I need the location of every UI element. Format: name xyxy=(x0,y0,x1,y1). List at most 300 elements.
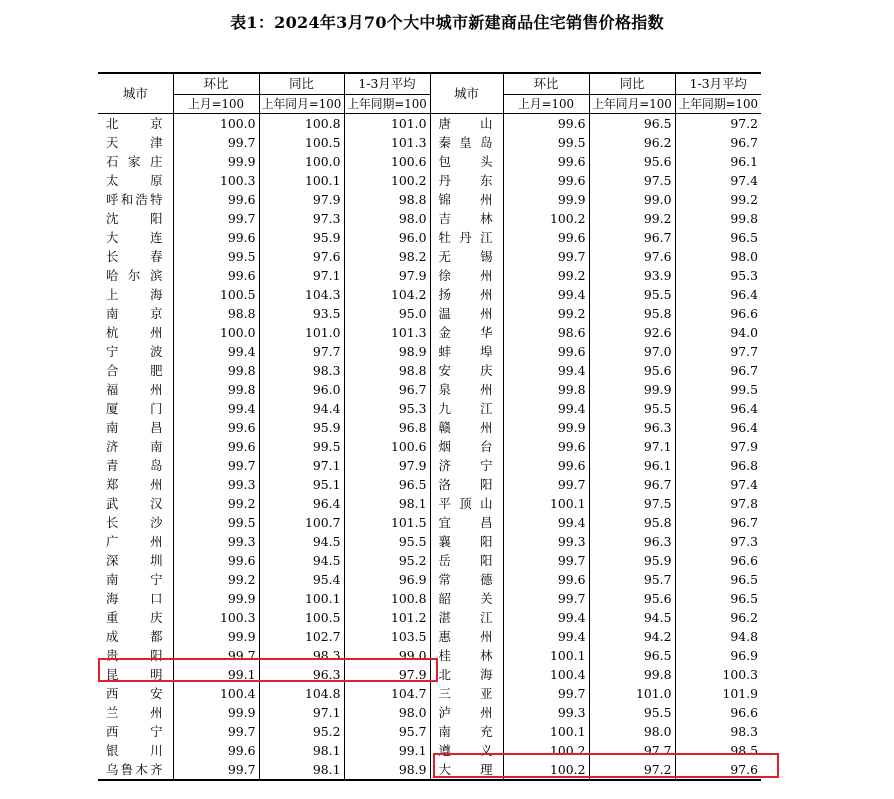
table-row xyxy=(98,247,761,266)
city-name-cell: 平顶山 xyxy=(430,494,503,513)
yoy-value-cell: 100.8 xyxy=(259,114,344,134)
yoy-value-cell: 95.6 xyxy=(589,589,675,608)
yoy-value-cell: 96.3 xyxy=(259,665,344,684)
avg-value-cell: 103.5 xyxy=(344,627,430,646)
avg-value-cell: 99.8 xyxy=(730,210,758,226)
header-avg-right: 1-3月平均 xyxy=(675,73,761,95)
city-name-cell: 牡丹江 xyxy=(430,228,503,247)
avg-value-cell: 98.8 xyxy=(344,361,430,380)
mom-value-cell: 100.2 xyxy=(503,760,589,780)
yoy-value-cell: 96.5 xyxy=(589,114,675,134)
yoy-value-cell: 95.9 xyxy=(259,228,344,247)
avg-value-cell: 96.6 xyxy=(730,704,758,720)
yoy-value-cell: 96.1 xyxy=(589,456,675,475)
table-row xyxy=(98,380,761,399)
header-city-right: 城市 xyxy=(430,73,503,114)
avg-value-cell: 98.0 xyxy=(344,209,430,228)
table-row xyxy=(98,665,761,684)
table-row xyxy=(98,133,761,152)
avg-value-cell: 97.6 xyxy=(730,761,758,777)
mom-value-cell: 100.4 xyxy=(173,684,259,703)
yoy-value-cell: 97.3 xyxy=(259,209,344,228)
yoy-value-cell: 98.1 xyxy=(259,741,344,760)
avg-value-cell: 97.9 xyxy=(344,266,430,285)
yoy-value-cell: 97.1 xyxy=(259,703,344,722)
table-row xyxy=(98,513,761,532)
yoy-value-cell: 95.9 xyxy=(589,551,675,570)
city-name-cell: 上海 xyxy=(98,285,173,304)
table-title: 表1：2024年3月70个大中城市新建商品住宅销售价格指数 xyxy=(230,13,664,32)
yoy-value-cell: 95.5 xyxy=(589,285,675,304)
mom-value-cell: 99.6 xyxy=(503,171,589,190)
yoy-value-cell: 95.7 xyxy=(589,570,675,589)
city-name-cell: 合肥 xyxy=(98,361,173,380)
table-row xyxy=(98,646,761,665)
mom-value-cell: 99.4 xyxy=(503,361,589,380)
mom-value-cell: 99.7 xyxy=(503,589,589,608)
table-row xyxy=(98,114,761,134)
table-row xyxy=(98,209,761,228)
city-name-cell: 重庆 xyxy=(98,608,173,627)
table-row xyxy=(98,418,761,437)
avg-value-cell: 96.5 xyxy=(730,571,758,587)
yoy-value-cell: 94.5 xyxy=(259,551,344,570)
avg-value-cell: 95.7 xyxy=(344,722,430,741)
mom-value-cell: 99.8 xyxy=(503,380,589,399)
yoy-value-cell: 100.7 xyxy=(259,513,344,532)
city-name-cell: 青岛 xyxy=(98,456,173,475)
avg-value-cell: 101.3 xyxy=(344,323,430,342)
yoy-value-cell: 99.8 xyxy=(589,665,675,684)
mom-value-cell: 99.7 xyxy=(173,209,259,228)
yoy-value-cell: 96.5 xyxy=(589,646,675,665)
mom-value-cell: 99.2 xyxy=(173,570,259,589)
table-row xyxy=(98,285,761,304)
avg-value-cell: 98.5 xyxy=(730,742,758,758)
mom-value-cell: 99.9 xyxy=(503,190,589,209)
city-name-cell: 桂林 xyxy=(430,646,503,665)
city-name-cell: 北海 xyxy=(430,665,503,684)
yoy-value-cell: 104.8 xyxy=(259,684,344,703)
mom-value-cell: 99.6 xyxy=(503,437,589,456)
city-name-cell: 太原 xyxy=(98,171,173,190)
table-row xyxy=(98,152,761,171)
mom-value-cell: 99.7 xyxy=(173,646,259,665)
yoy-value-cell: 97.5 xyxy=(589,494,675,513)
yoy-value-cell: 97.6 xyxy=(259,247,344,266)
yoy-value-cell: 98.0 xyxy=(589,722,675,741)
yoy-value-cell: 96.7 xyxy=(589,475,675,494)
yoy-value-cell: 93.5 xyxy=(259,304,344,323)
yoy-value-cell: 94.5 xyxy=(589,608,675,627)
yoy-value-cell: 99.0 xyxy=(589,190,675,209)
yoy-value-cell: 96.7 xyxy=(589,228,675,247)
price-index-table xyxy=(98,72,761,781)
yoy-value-cell: 97.9 xyxy=(259,190,344,209)
avg-value-cell: 97.9 xyxy=(344,665,430,684)
avg-value-cell: 98.0 xyxy=(730,248,758,264)
city-name-cell: 大连 xyxy=(98,228,173,247)
table-row xyxy=(98,437,761,456)
avg-value-cell: 98.9 xyxy=(344,760,430,780)
city-name-cell: 昆明 xyxy=(98,665,173,684)
city-name-cell: 徐州 xyxy=(430,266,503,285)
city-name-cell: 武汉 xyxy=(98,494,173,513)
city-name-cell: 厦门 xyxy=(98,399,173,418)
yoy-value-cell: 95.6 xyxy=(589,152,675,171)
yoy-value-cell: 98.1 xyxy=(259,760,344,780)
header-city-left: 城市 xyxy=(98,73,173,114)
city-name-cell: 西宁 xyxy=(98,722,173,741)
mom-value-cell: 99.6 xyxy=(503,228,589,247)
avg-value-cell: 94.0 xyxy=(730,324,758,340)
table-row xyxy=(98,760,761,780)
city-name-cell: 北京 xyxy=(98,114,173,134)
avg-value-cell: 95.2 xyxy=(344,551,430,570)
mom-value-cell: 99.4 xyxy=(503,627,589,646)
avg-value-cell: 101.0 xyxy=(344,114,430,134)
avg-value-cell: 96.6 xyxy=(730,305,758,321)
yoy-value-cell: 100.0 xyxy=(259,152,344,171)
avg-value-cell: 96.9 xyxy=(344,570,430,589)
avg-value-cell: 98.9 xyxy=(344,342,430,361)
mom-value-cell: 99.3 xyxy=(173,475,259,494)
table-row xyxy=(98,266,761,285)
city-name-cell: 天津 xyxy=(98,133,173,152)
table-row xyxy=(98,456,761,475)
yoy-value-cell: 97.6 xyxy=(589,247,675,266)
avg-value-cell: 96.1 xyxy=(730,153,758,169)
mom-value-cell: 99.5 xyxy=(503,133,589,152)
yoy-value-cell: 102.7 xyxy=(259,627,344,646)
mom-value-cell: 98.8 xyxy=(173,304,259,323)
mom-value-cell: 99.7 xyxy=(173,456,259,475)
yoy-value-cell: 95.9 xyxy=(259,418,344,437)
mom-value-cell: 99.6 xyxy=(503,114,589,134)
yoy-value-cell: 95.1 xyxy=(259,475,344,494)
mom-value-cell: 99.2 xyxy=(503,266,589,285)
mom-value-cell: 99.3 xyxy=(503,703,589,722)
city-name-cell: 宁波 xyxy=(98,342,173,361)
header-avg-sub-right: 上年同期=100 xyxy=(675,95,761,114)
yoy-value-cell: 95.2 xyxy=(259,722,344,741)
table-row xyxy=(98,361,761,380)
mom-value-cell: 99.8 xyxy=(173,361,259,380)
header-avg-left: 1-3月平均 xyxy=(344,73,430,95)
table-row xyxy=(98,228,761,247)
avg-value-cell: 96.6 xyxy=(730,552,758,568)
mom-value-cell: 99.9 xyxy=(503,418,589,437)
city-name-cell: 兰州 xyxy=(98,703,173,722)
table-row xyxy=(98,684,761,703)
mom-value-cell: 99.9 xyxy=(173,627,259,646)
city-name-cell: 石家庄 xyxy=(98,152,173,171)
avg-value-cell: 98.1 xyxy=(344,494,430,513)
mom-value-cell: 100.1 xyxy=(503,646,589,665)
mom-value-cell: 99.7 xyxy=(503,247,589,266)
mom-value-cell: 100.1 xyxy=(503,722,589,741)
avg-value-cell: 99.5 xyxy=(730,381,758,397)
avg-value-cell: 101.5 xyxy=(344,513,430,532)
avg-value-cell: 97.8 xyxy=(730,495,758,511)
mom-value-cell: 99.6 xyxy=(173,741,259,760)
city-name-cell: 深圳 xyxy=(98,551,173,570)
avg-value-cell: 96.5 xyxy=(344,475,430,494)
mom-value-cell: 100.4 xyxy=(503,665,589,684)
mom-value-cell: 99.2 xyxy=(503,304,589,323)
avg-value-cell: 95.3 xyxy=(730,267,758,283)
avg-value-cell: 96.4 xyxy=(730,286,758,302)
avg-value-cell: 96.7 xyxy=(730,134,758,150)
table-row xyxy=(98,532,761,551)
city-name-cell: 惠州 xyxy=(430,627,503,646)
yoy-value-cell: 100.1 xyxy=(259,171,344,190)
table-row xyxy=(98,551,761,570)
yoy-value-cell: 94.4 xyxy=(259,399,344,418)
yoy-value-cell: 97.1 xyxy=(589,437,675,456)
avg-value-cell: 97.4 xyxy=(730,172,758,188)
city-name-cell: 泸州 xyxy=(430,703,503,722)
avg-value-cell: 96.8 xyxy=(344,418,430,437)
header-mom-left: 环比 xyxy=(173,73,259,95)
header-yoy-left: 同比 xyxy=(259,73,344,95)
avg-value-cell: 98.3 xyxy=(730,723,758,739)
avg-value-cell: 96.5 xyxy=(730,229,758,245)
table-row xyxy=(98,627,761,646)
yoy-value-cell: 97.1 xyxy=(259,266,344,285)
avg-value-cell: 96.5 xyxy=(730,590,758,606)
city-name-cell: 常德 xyxy=(430,570,503,589)
yoy-value-cell: 96.2 xyxy=(589,133,675,152)
yoy-value-cell: 98.3 xyxy=(259,646,344,665)
city-name-cell: 乌鲁木齐 xyxy=(98,760,173,780)
mom-value-cell: 99.7 xyxy=(503,475,589,494)
mom-value-cell: 99.9 xyxy=(173,589,259,608)
table-row xyxy=(98,342,761,361)
table-row xyxy=(98,589,761,608)
avg-value-cell: 94.8 xyxy=(730,628,758,644)
mom-value-cell: 99.7 xyxy=(173,760,259,780)
city-name-cell: 无锡 xyxy=(430,247,503,266)
yoy-value-cell: 99.9 xyxy=(589,380,675,399)
header-mom-sub-right: 上月=100 xyxy=(503,95,589,114)
mom-value-cell: 99.7 xyxy=(173,722,259,741)
mom-value-cell: 99.5 xyxy=(173,513,259,532)
yoy-value-cell: 92.6 xyxy=(589,323,675,342)
mom-value-cell: 100.3 xyxy=(173,608,259,627)
yoy-value-cell: 97.5 xyxy=(589,171,675,190)
header-mom-sub-left: 上月=100 xyxy=(173,95,259,114)
mom-value-cell: 99.6 xyxy=(503,342,589,361)
table-row xyxy=(98,494,761,513)
avg-value-cell: 100.8 xyxy=(344,589,430,608)
yoy-value-cell: 96.3 xyxy=(589,532,675,551)
mom-value-cell: 99.4 xyxy=(503,608,589,627)
city-name-cell: 湛江 xyxy=(430,608,503,627)
avg-value-cell: 101.2 xyxy=(344,608,430,627)
yoy-value-cell: 95.5 xyxy=(589,399,675,418)
table-row xyxy=(98,399,761,418)
city-name-cell: 金华 xyxy=(430,323,503,342)
avg-value-cell: 104.7 xyxy=(344,684,430,703)
yoy-value-cell: 95.8 xyxy=(589,513,675,532)
avg-value-cell: 96.9 xyxy=(730,647,758,663)
yoy-value-cell: 99.5 xyxy=(259,437,344,456)
city-name-cell: 扬州 xyxy=(430,285,503,304)
city-name-cell: 南充 xyxy=(430,722,503,741)
mom-value-cell: 100.5 xyxy=(173,285,259,304)
avg-value-cell: 100.2 xyxy=(344,171,430,190)
yoy-value-cell: 101.0 xyxy=(259,323,344,342)
city-name-cell: 广州 xyxy=(98,532,173,551)
avg-value-cell: 97.7 xyxy=(730,343,758,359)
city-name-cell: 安庆 xyxy=(430,361,503,380)
yoy-value-cell: 95.4 xyxy=(259,570,344,589)
mom-value-cell: 100.3 xyxy=(173,171,259,190)
mom-value-cell: 99.1 xyxy=(173,665,259,684)
mom-value-cell: 99.5 xyxy=(173,247,259,266)
city-name-cell: 宜昌 xyxy=(430,513,503,532)
table-row xyxy=(98,323,761,342)
mom-value-cell: 99.8 xyxy=(173,380,259,399)
mom-value-cell: 99.6 xyxy=(173,418,259,437)
avg-value-cell: 98.2 xyxy=(344,247,430,266)
mom-value-cell: 99.6 xyxy=(173,266,259,285)
city-name-cell: 南昌 xyxy=(98,418,173,437)
yoy-value-cell: 96.3 xyxy=(589,418,675,437)
header-avg-sub-left: 上年同期=100 xyxy=(344,95,430,114)
avg-value-cell: 96.4 xyxy=(730,419,758,435)
city-name-cell: 福州 xyxy=(98,380,173,399)
avg-value-cell: 97.4 xyxy=(730,476,758,492)
avg-value-cell: 96.7 xyxy=(730,514,758,530)
avg-value-cell: 99.1 xyxy=(344,741,430,760)
yoy-value-cell: 94.2 xyxy=(589,627,675,646)
mom-value-cell: 99.6 xyxy=(173,228,259,247)
header-yoy-sub-left: 上年同月=100 xyxy=(259,95,344,114)
avg-value-cell: 100.6 xyxy=(344,152,430,171)
avg-value-cell: 96.8 xyxy=(730,457,758,473)
table-row xyxy=(98,608,761,627)
mom-value-cell: 99.6 xyxy=(503,570,589,589)
mom-value-cell: 99.7 xyxy=(173,133,259,152)
mom-value-cell: 100.0 xyxy=(173,114,259,134)
mom-value-cell: 99.4 xyxy=(173,342,259,361)
avg-value-cell: 96.0 xyxy=(344,228,430,247)
avg-value-cell: 96.4 xyxy=(730,400,758,416)
mom-value-cell: 99.6 xyxy=(503,152,589,171)
mom-value-cell: 99.9 xyxy=(173,703,259,722)
city-name-cell: 哈尔滨 xyxy=(98,266,173,285)
city-name-cell: 烟台 xyxy=(430,437,503,456)
city-name-cell: 南宁 xyxy=(98,570,173,589)
yoy-value-cell: 100.5 xyxy=(259,608,344,627)
yoy-value-cell: 97.2 xyxy=(589,760,675,780)
yoy-value-cell: 97.1 xyxy=(259,456,344,475)
table-row xyxy=(98,304,761,323)
mom-value-cell: 99.4 xyxy=(503,399,589,418)
table-row xyxy=(98,703,761,722)
mom-value-cell: 100.1 xyxy=(503,494,589,513)
header-mom-right: 环比 xyxy=(503,73,589,95)
city-name-cell: 韶关 xyxy=(430,589,503,608)
mom-value-cell: 99.4 xyxy=(503,285,589,304)
mom-value-cell: 99.7 xyxy=(503,551,589,570)
yoy-value-cell: 100.1 xyxy=(259,589,344,608)
city-name-cell: 秦皇岛 xyxy=(430,133,503,152)
yoy-value-cell: 97.7 xyxy=(589,741,675,760)
mom-value-cell: 99.7 xyxy=(503,684,589,703)
mom-value-cell: 99.9 xyxy=(173,152,259,171)
avg-value-cell: 97.9 xyxy=(730,438,758,454)
yoy-value-cell: 99.2 xyxy=(589,209,675,228)
city-name-cell: 锦州 xyxy=(430,190,503,209)
avg-value-cell: 95.3 xyxy=(344,399,430,418)
city-name-cell: 遵义 xyxy=(430,741,503,760)
mom-value-cell: 98.6 xyxy=(503,323,589,342)
yoy-value-cell: 95.6 xyxy=(589,361,675,380)
avg-value-cell: 95.0 xyxy=(344,304,430,323)
avg-value-cell: 100.3 xyxy=(722,666,758,682)
city-name-cell: 西安 xyxy=(98,684,173,703)
yoy-value-cell: 96.0 xyxy=(259,380,344,399)
avg-value-cell: 98.8 xyxy=(344,190,430,209)
avg-value-cell: 96.7 xyxy=(730,362,758,378)
mom-value-cell: 100.0 xyxy=(173,323,259,342)
yoy-value-cell: 104.3 xyxy=(259,285,344,304)
city-name-cell: 吉林 xyxy=(430,209,503,228)
city-name-cell: 成都 xyxy=(98,627,173,646)
city-name-cell: 贵阳 xyxy=(98,646,173,665)
mom-value-cell: 99.6 xyxy=(503,456,589,475)
city-name-cell: 济宁 xyxy=(430,456,503,475)
avg-value-cell: 96.7 xyxy=(344,380,430,399)
table-body xyxy=(98,114,761,781)
city-name-cell: 泉州 xyxy=(430,380,503,399)
yoy-value-cell: 94.5 xyxy=(259,532,344,551)
city-name-cell: 大理 xyxy=(430,760,503,780)
city-name-cell: 丹东 xyxy=(430,171,503,190)
table-row xyxy=(98,475,761,494)
avg-value-cell: 98.0 xyxy=(344,703,430,722)
mom-value-cell: 99.4 xyxy=(503,513,589,532)
mom-value-cell: 99.6 xyxy=(173,551,259,570)
city-name-cell: 唐山 xyxy=(430,114,503,134)
city-name-cell: 沈阳 xyxy=(98,209,173,228)
yoy-value-cell: 97.7 xyxy=(259,342,344,361)
city-name-cell: 襄阳 xyxy=(430,532,503,551)
city-name-cell: 温州 xyxy=(430,304,503,323)
yoy-value-cell: 95.8 xyxy=(589,304,675,323)
mom-value-cell: 99.4 xyxy=(173,399,259,418)
yoy-value-cell: 93.9 xyxy=(589,266,675,285)
city-name-cell: 南京 xyxy=(98,304,173,323)
city-name-cell: 郑州 xyxy=(98,475,173,494)
city-name-cell: 呼和浩特 xyxy=(98,190,173,209)
yoy-value-cell: 96.4 xyxy=(259,494,344,513)
city-name-cell: 杭州 xyxy=(98,323,173,342)
table-row xyxy=(98,570,761,589)
mom-value-cell: 100.2 xyxy=(503,209,589,228)
city-name-cell: 九江 xyxy=(430,399,503,418)
avg-value-cell: 101.9 xyxy=(722,685,758,701)
city-name-cell: 长春 xyxy=(98,247,173,266)
header-yoy-right: 同比 xyxy=(589,73,675,95)
mom-value-cell: 99.6 xyxy=(173,437,259,456)
city-name-cell: 包头 xyxy=(430,152,503,171)
yoy-value-cell: 101.0 xyxy=(589,684,675,703)
header-yoy-sub-right: 上年同月=100 xyxy=(589,95,675,114)
